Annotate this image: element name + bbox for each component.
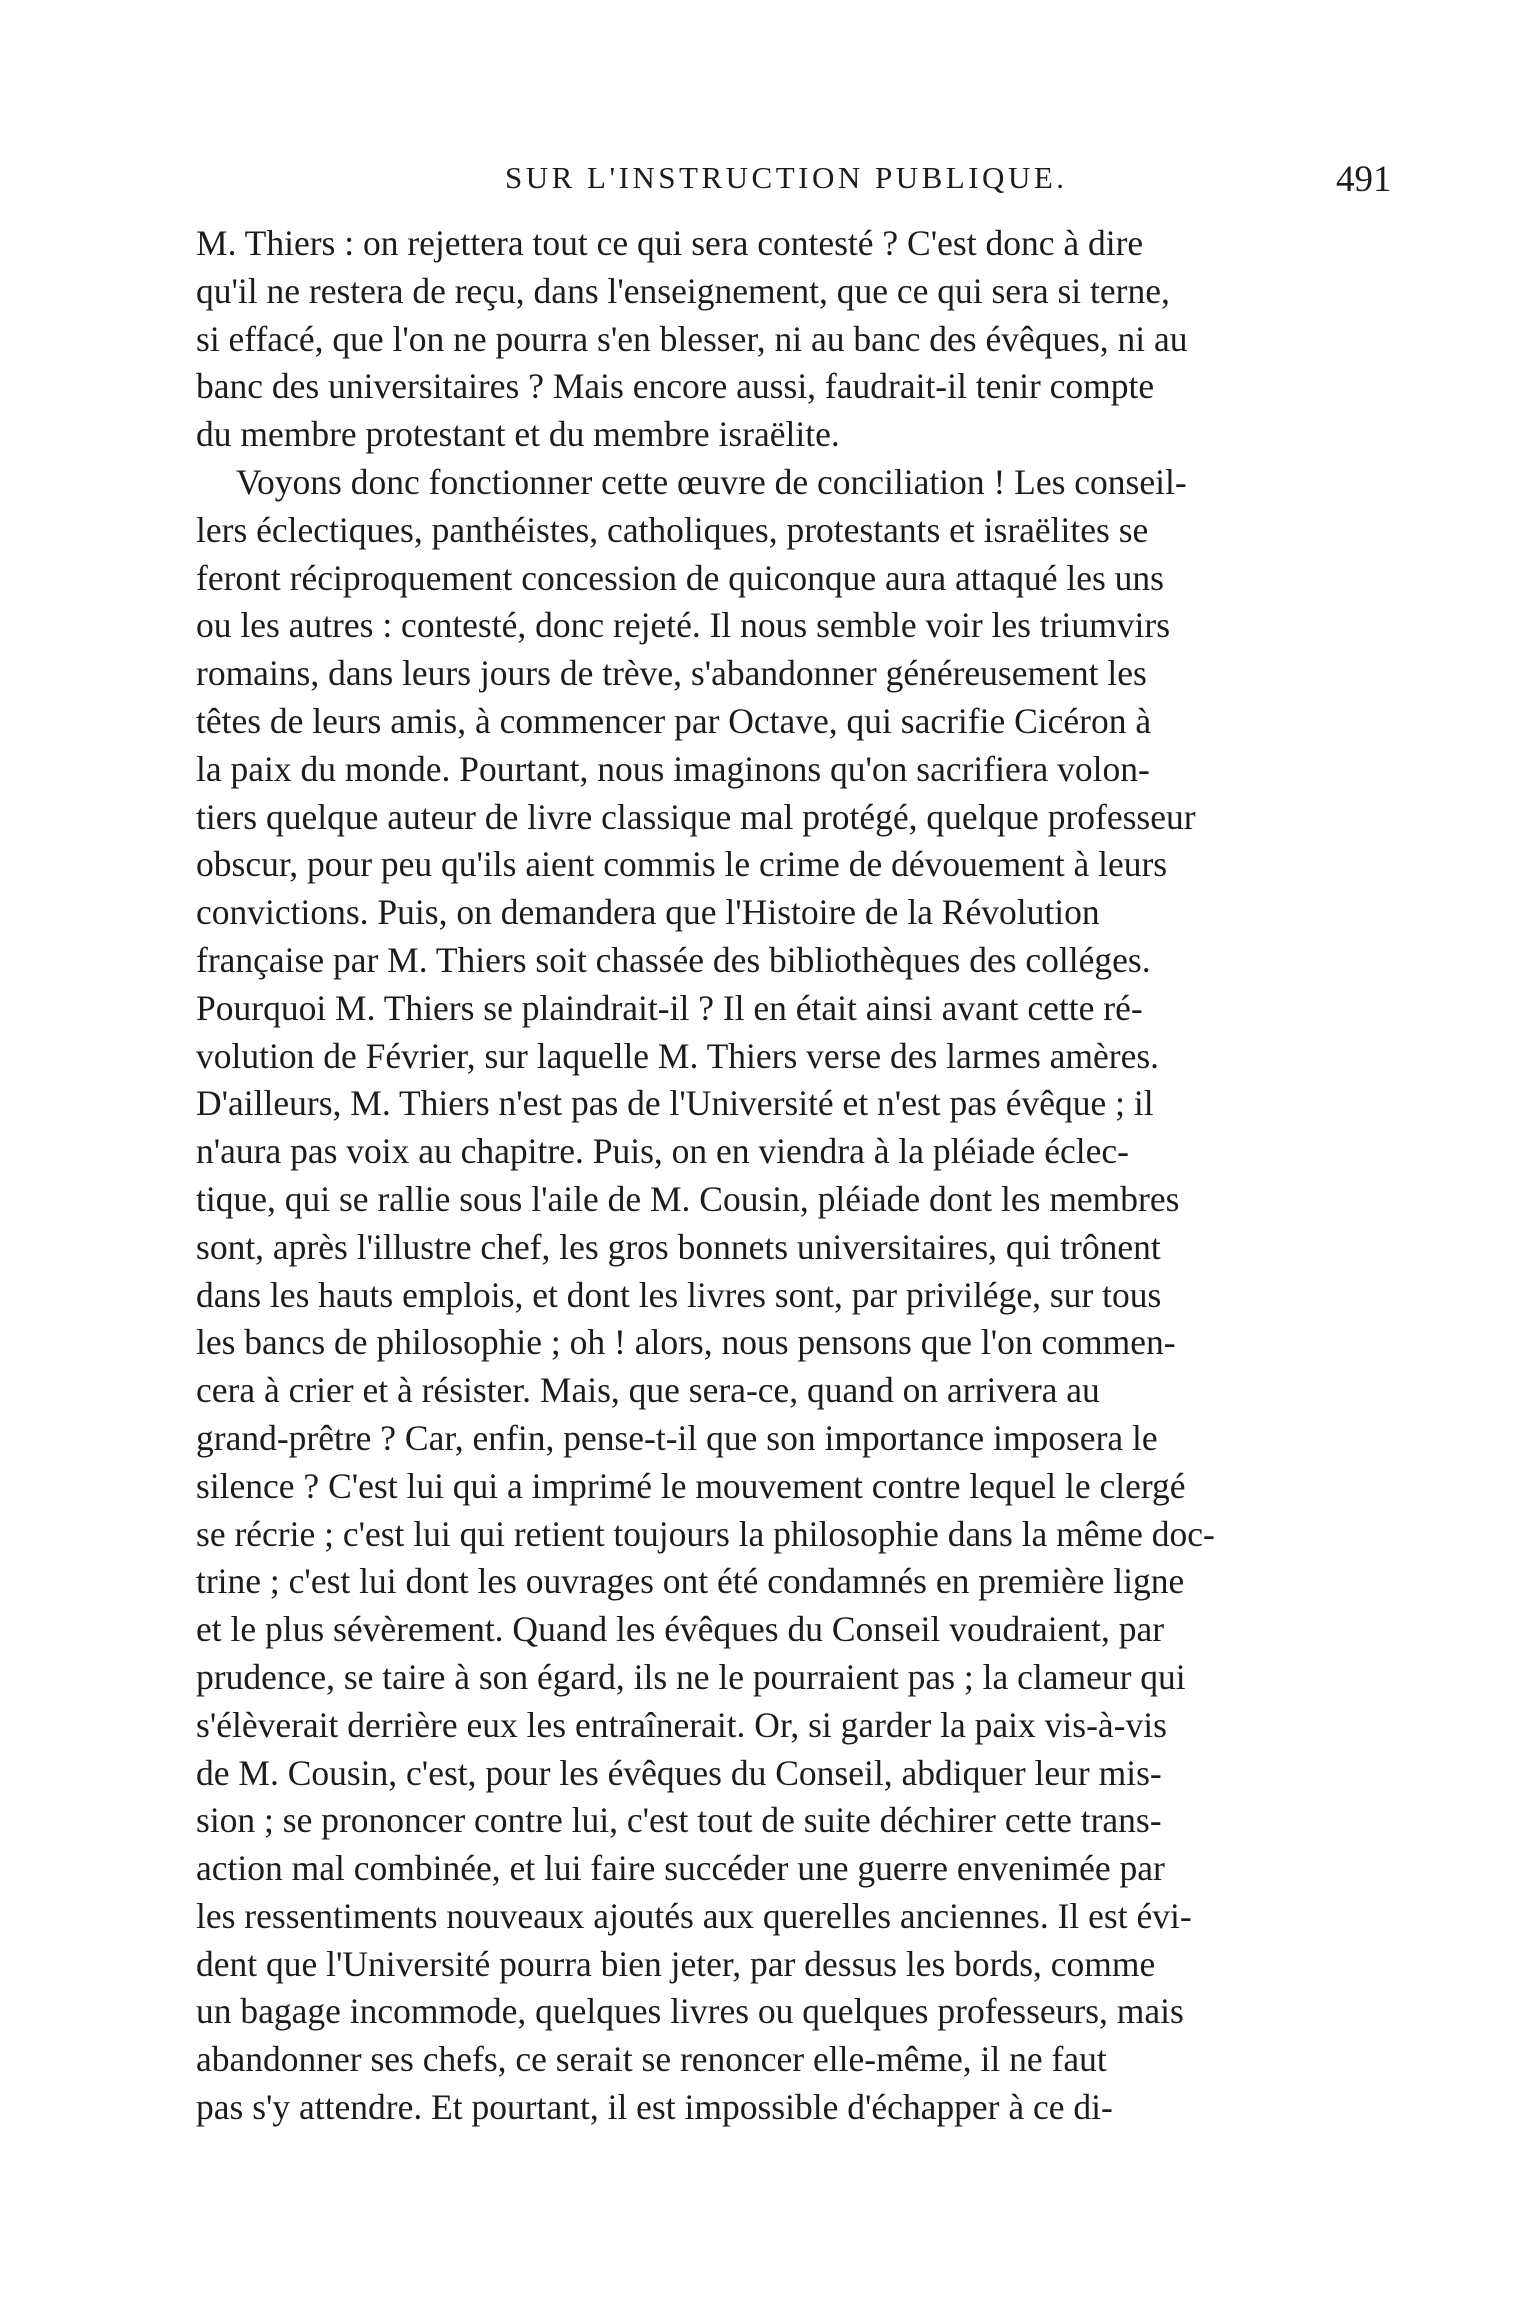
body-text: [196, 220, 1386, 2132]
running-head: SUR L'INSTRUCTION PUBLIQUE.: [505, 160, 1068, 195]
text-line: action mal combinée, et lui faire succéder une guerre envenimée par: [196, 1848, 1165, 1889]
page-number: 491: [1336, 159, 1392, 200]
text-line: M. Thiers : on rejettera tout ce qui sera contesté ? C'est donc à dire: [196, 223, 1144, 263]
text-line: un bagage incommode, quelques livres ou quelques professeurs, mais: [196, 1991, 1184, 2032]
text-line: se récrie ; c'est lui qui retient toujours la philosophie dans la même doc-: [196, 1513, 1215, 1554]
text-line: cera à crier et à résister. Mais, que sera-ce, quand on arrivera au: [196, 1370, 1100, 1411]
text-line: obscur, pour peu qu'ils aient commis le crime de dévouement à leurs: [196, 844, 1168, 885]
text-line: banc des universitaires ? Mais encore aussi, faudrait-il tenir compte: [196, 366, 1155, 407]
text-line: convictions. Puis, on demandera que l'Histoire de la Révolution: [196, 892, 1100, 933]
text-line: grand-prêtre ? Car, enfin, pense-t-il que son importance imposera le: [196, 1417, 1158, 1458]
text-line: du membre protestant et du membre israëlite.: [196, 414, 840, 455]
text-line: prudence, se taire à son égard, ils ne le pourraient pas ; la clameur qui: [196, 1656, 1186, 1697]
text-line: lers éclectiques, panthéistes, catholiques, protestants et israëlites se: [196, 509, 1149, 550]
text-line: Pourquoi M. Thiers se plaindrait-il ? Il en était ainsi avant cette ré-: [196, 987, 1143, 1028]
text-line: tique, qui se rallie sous l'aile de M. Cousin, pléiade dont les membres: [196, 1178, 1180, 1219]
text-line: Voyons donc fonctionner cette œuvre de conciliation ! Les conseil-: [236, 461, 1187, 502]
text-line: de M. Cousin, c'est, pour les évêques du Conseil, abdiquer leur mis-: [196, 1752, 1162, 1793]
text-line: romains, dans leurs jours de trève, s'abandonner généreusement les: [196, 653, 1147, 694]
text-line: les bancs de philosophie ; oh ! alors, nous pensons que l'on commen-: [196, 1322, 1176, 1363]
text-line: D'ailleurs, M. Thiers n'est pas de l'Université et n'est pas évêque ; il: [196, 1083, 1154, 1124]
text-line: et le plus sévèrement. Quand les évêques du Conseil voudraient, par: [196, 1609, 1165, 1650]
text-line: les ressentiments nouveaux ajoutés aux querelles anciennes. Il est évi-: [196, 1895, 1192, 1936]
text-line: si effacé, que l'on ne pourra s'en blesser, ni au banc des évêques, ni au: [196, 318, 1188, 359]
text-line: tiers quelque auteur de livre classique mal protégé, quelque professeur: [196, 796, 1196, 837]
text-line: dent que l'Université pourra bien jeter, par dessus les bords, comme: [196, 1943, 1156, 1984]
text-line: dans les hauts emplois, et dont les livres sont, par privilége, sur tous: [196, 1274, 1162, 1315]
text-line: n'aura pas voix au chapitre. Puis, on en viendra à la pléiade éclec-: [196, 1131, 1129, 1172]
text-line: française par M. Thiers soit chassée des bibliothèques des colléges.: [196, 939, 1151, 980]
text-line: volution de Février, sur laquelle M. Thiers verse des larmes amères.: [196, 1035, 1160, 1076]
text-line: têtes de leurs amis, à commencer par Octave, qui sacrifie Cicéron à: [196, 700, 1152, 741]
text-line: sont, après l'illustre chef, les gros bonnets universitaires, qui trônent: [196, 1226, 1161, 1267]
text-line: ou les autres : contesté, donc rejeté. Il nous semble voir les triumvirs: [196, 605, 1171, 646]
text-line: sion ; se prononcer contre lui, c'est tout de suite déchirer cette trans-: [196, 1800, 1162, 1841]
text-line: qu'il ne restera de reçu, dans l'enseignement, que ce qui sera si terne,: [196, 270, 1170, 311]
text-line: feront réciproquement concession de quiconque aura attaqué les uns: [196, 557, 1164, 598]
text-line: abandonner ses chefs, ce serait se renoncer elle-même, il ne faut: [196, 2039, 1107, 2080]
text-line: pas s'y attendre. Et pourtant, il est impossible d'échapper à ce di-: [196, 2087, 1113, 2128]
text-line: trine ; c'est lui dont les ouvrages ont été condamnés en première ligne: [196, 1561, 1185, 1602]
text-line: silence ? C'est lui qui a imprimé le mouvement contre lequel le clergé: [196, 1465, 1186, 1506]
text-line: s'élèverait derrière eux les entraînerait. Or, si garder la paix vis-à-vis: [196, 1704, 1167, 1745]
text-line: la paix du monde. Pourtant, nous imaginons qu'on sacrifiera volon-: [196, 748, 1150, 789]
